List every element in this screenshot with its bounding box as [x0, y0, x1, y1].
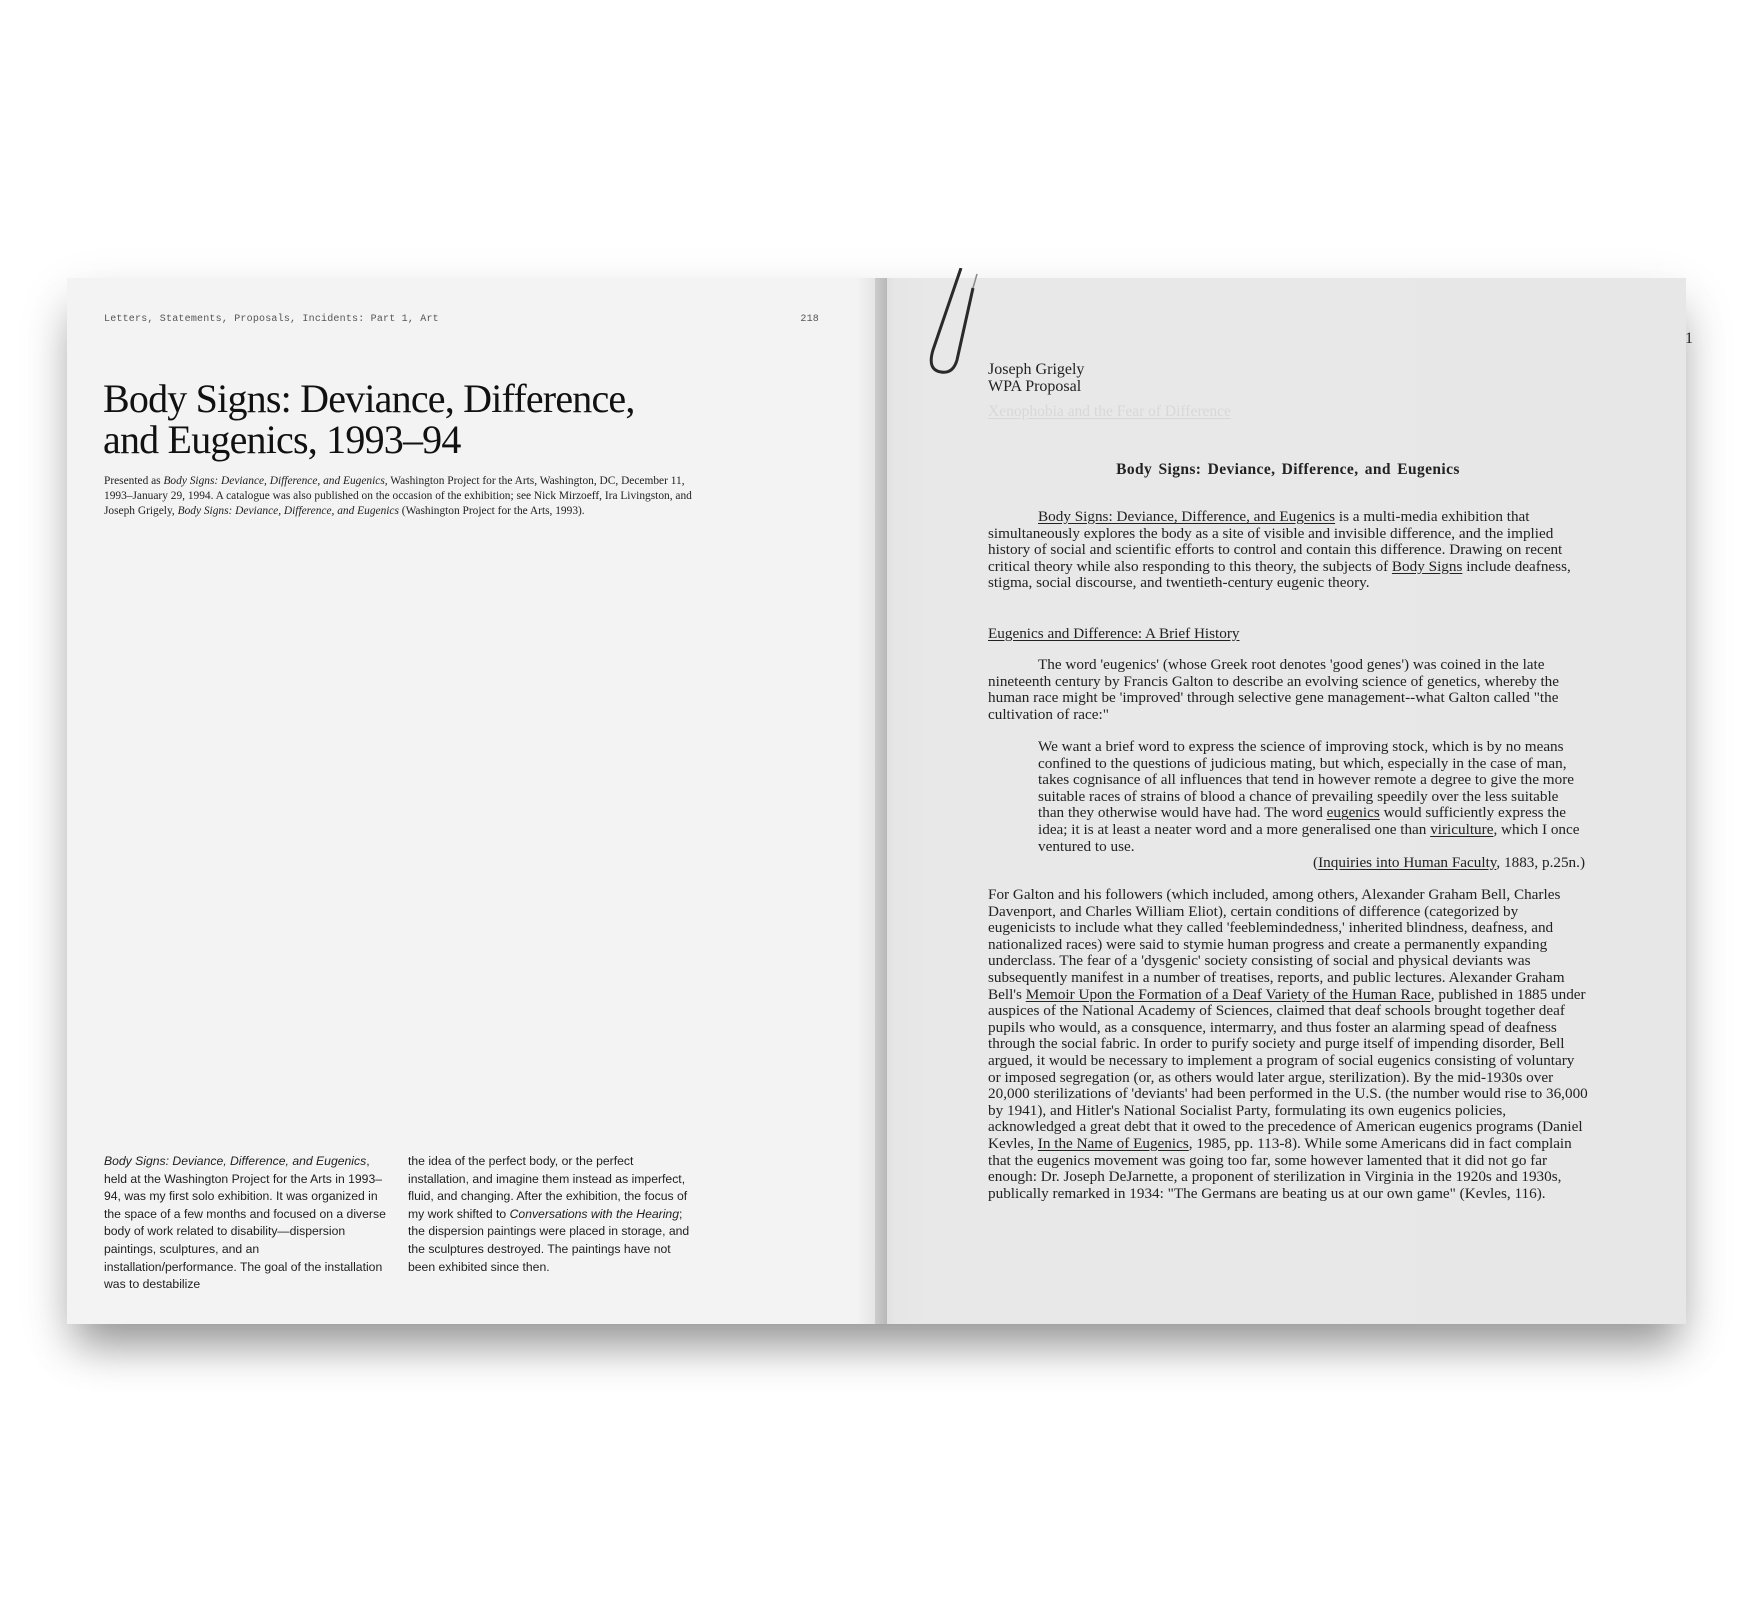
page-title — [103, 378, 803, 460]
column-italic-title: Conversations with the Hearing — [509, 1206, 679, 1221]
left-page — [67, 278, 875, 1324]
underlined-title: Memoir Upon the Formation of a Deaf Variety of the Human Race — [1025, 985, 1431, 1003]
exhibition-note — [104, 474, 694, 520]
column-text: the idea of the perfect body, or the perfect installation, and imagine them instead as imperfect, fluid, and changing. After the exhibition, the focus of my work shifted to — [408, 1154, 688, 1221]
column-text: , held at the Washington Project for the Arts in 1993–94, was my first solo exhibition. It was organized in the space of a few months and focused on a diverse body of work related to disability—dispersion paintings, sculptures, and an installation/performance. The goal of the installation was to destabilize — [104, 1154, 386, 1292]
paragraph-text: , published in 1885 under auspices of the National Academy of Sciences, claimed that deaf schools brought together deaf pupils who would, as a consquence, intermarry, and thus foster an alarming spead of deafness through the social fabric. In order to purify society and purge itself of impending disorder, Bell argued, it would be necessary to implement a program of social eugenics consisting of voluntary or imposed segregation (or, as others would later argue, sterilization). By the mid-1930s over 20,000 sterilizations of 'deviants' had been performed in the U.S. (the number would rise to 36,000 by 1941), and Hitler's National Socialist Party, formulating its own eugenics policies, acknowledged a great debt that it owed to the precedence of American eugenics programs (Daniel Kevles, — [988, 985, 1588, 1152]
running-head — [104, 314, 819, 325]
quote-text: We want a brief word to express the science of improving stock, which is by no means confined to the questions of judicious mating, but which, especially in the case of man, takes cognisance of all influences that tend in however remote a degree to give the more suitable races of strains of blood a chance of prevailing speedily over the less suitable than they otherwise would have had. The word — [1038, 738, 1574, 822]
right-page-facsimile — [875, 278, 1693, 1324]
show-through-heading: Xenophobia and the Fear of Difference — [988, 403, 1231, 420]
column-text: ; the dispersion paintings were placed in storage, and the sculptures destroyed. The paintings have not been exhibited since then. — [408, 1206, 690, 1274]
commentary-column-1 — [104, 1153, 394, 1294]
underlined-title: In the Name of Eugenics — [1037, 1134, 1189, 1152]
galton-followers-paragraph — [988, 887, 1588, 1202]
title-line-2: and Eugenics, 1993–94 — [103, 417, 461, 462]
commentary-column-2 — [408, 1153, 693, 1276]
paragraph-text: The word 'eugenics' (whose Greek root denotes 'good genes') was coined in the late nineteenth century by Francis Galton to describe an evolving science of genetics, whereby the human race might be 'improved' through selective gene management--what Galton called "the cultivation of race:" — [988, 656, 1560, 723]
underlined-term: viriculture — [1430, 820, 1494, 838]
eugenics-paragraph — [988, 657, 1588, 723]
galton-quote — [1038, 739, 1588, 855]
intro-paragraph — [988, 509, 1588, 592]
typewritten-proposal — [875, 278, 1693, 1324]
author-name: Joseph Grigely — [988, 361, 1085, 378]
note-text: , Washington Project for the Arts, Washington, DC, December 11, 1993–January 29, 1994. A catalogue was also published on the occasion of the exhibition; see Nick Mirzoeff, Ira Livingston, and Joseph Grigely, — [104, 475, 692, 518]
quote-citation: (Inquiries into Human Faculty, 1883, p.25n.) — [1313, 854, 1585, 871]
note-text: (Washington Project for the Arts, 1993). — [398, 505, 585, 518]
note-italic-title: Body Signs: Deviance, Difference, and Eugenics — [163, 475, 385, 487]
paragraph-text: For Galton and his followers (which included, among others, Alexander Graham Bell, Charles Davenport, and Charles William Eliot), certain conditions of difference (categorized by eugenicists to include what they called 'feeblemindedness,' inherited blindness, deafness, and nationalized races) were said to stymie human progress and create a permanently expanding underclass. The fear of a 'dysgenic' society consisting of social and physical deviants was subsequently manifest in a number of treatises, reports, and public lectures. Alexander Graham Bell's — [988, 886, 1565, 1003]
document-page-number: 1 — [1685, 330, 1693, 347]
underlined-title: Body Signs: Deviance, Difference, and Eugenics — [1038, 508, 1336, 525]
quote-text: would sufficiently express the idea; it is at least a neater word and a more generalised one than — [1038, 804, 1566, 838]
note-italic-title: Body Signs: Deviance, Difference, and Eugenics — [177, 505, 399, 518]
document-type: WPA Proposal — [988, 377, 1082, 395]
paperclip-icon — [915, 268, 985, 378]
note-text: Presented as — [104, 475, 164, 487]
underlined-title: Body Signs — [1391, 557, 1463, 575]
underlined-term: eugenics — [1326, 804, 1380, 822]
paragraph-text: include deafness, stigma, social discourse, and twentieth-century eugenic theory. — [988, 557, 1571, 592]
column-italic-title: Body Signs: Deviance, Difference, and Eugenics — [104, 1154, 367, 1168]
title-line-1: Body Signs: Deviance, Difference, — [103, 376, 635, 421]
spine-gutter — [857, 278, 887, 1324]
page-number: 218 — [800, 314, 819, 325]
running-head-title: Letters, Statements, Proposals, Incidents: Part 1, Art — [104, 314, 439, 325]
paragraph-text: , 1985, pp. 113-8). While some Americans did in fact complain that the eugenics movement was going too far, some however lamented that it did not go far enough: Dr. Joseph DeJarnette, a proponent of sterilization in Virginia in the 1920s and 1930s, publically remarked in 1934: "The Germans are beating us at our own game" (Kevles, 116). — [988, 1134, 1572, 1202]
section-heading: Eugenics and Difference: A Brief History — [988, 625, 1240, 642]
paragraph-text: is a multi-media exhibition that simultaneously explores the body as a site of visible and invisible difference, and the implied history of social and scientific efforts to control and contain this difference. Drawing on recent critical theory while also responding to this theory, the subjects of — [988, 508, 1563, 575]
document-title: Body Signs: Deviance, Difference, and Eugenics — [1116, 461, 1460, 478]
book-spread — [67, 278, 1693, 1324]
quote-text: , which I once ventured to use. — [1038, 820, 1580, 855]
document-author — [988, 362, 1084, 395]
